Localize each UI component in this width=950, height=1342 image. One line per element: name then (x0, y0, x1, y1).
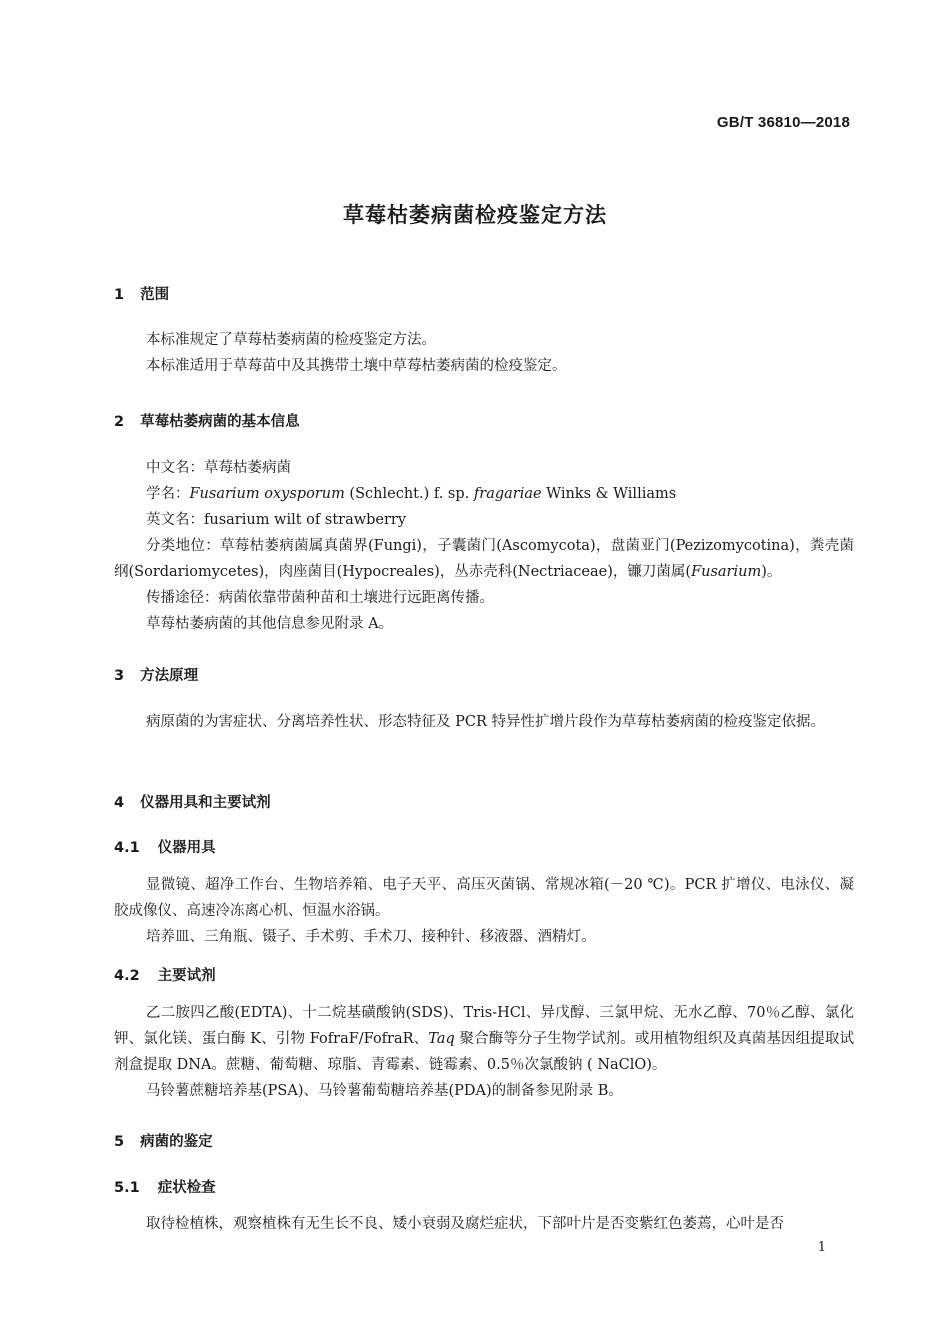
section-title: 范围 (140, 287, 170, 303)
document-title: 草莓枯萎病菌检疫鉴定方法 (343, 203, 607, 227)
section-number: 5.1 (114, 1180, 140, 1196)
section-4-2-heading (114, 964, 216, 985)
section-number: 5 (114, 1134, 125, 1150)
paragraph: 病原菌的为害症状、分离培养性状、形态特征及 PCR 特异性扩增片段作为草莓枯萎病菌的检疫鉴定依据。 (146, 714, 825, 730)
section-title: 主要试剂 (157, 968, 216, 984)
section-5-1-heading (114, 1176, 216, 1197)
genus-name: Fusarium (691, 564, 762, 580)
section-title: 草莓枯萎病菌的基本信息 (140, 414, 300, 430)
section-title: 仪器用具和主要试剂 (140, 795, 271, 811)
transmission-line: 传播途径：病菌依靠带菌种苗和土壤进行远距离传播。 (146, 590, 494, 606)
forma-specialis: fragariae (473, 486, 542, 502)
paragraph: 马铃薯蔗糖培养基(PSA)、马铃薯葡萄糖培养基(PDA)的制备参见附录 B。 (146, 1083, 623, 1099)
section-number: 3 (114, 668, 125, 684)
section-number: 4.2 (114, 968, 140, 984)
section-4-1-heading (114, 836, 216, 857)
section-number: 4.1 (114, 840, 140, 856)
section-title: 病菌的鉴定 (140, 1134, 213, 1150)
page-number: 1 (817, 1240, 826, 1255)
paragraph: 本标准适用于草莓苗中及其携带土壤中草莓枯萎病菌的检疫鉴定。 (146, 358, 567, 374)
section-4-heading (114, 791, 271, 812)
section-number: 2 (114, 414, 125, 430)
chinese-name-line: 中文名：草莓枯萎病菌 (146, 460, 291, 476)
section-3-heading (114, 664, 198, 685)
paragraph: 草莓枯萎病菌的其他信息参见附录 A。 (146, 616, 394, 632)
standard-number: GB/T 36810—2018 (716, 114, 850, 131)
taq-italic: Taq (428, 1031, 455, 1047)
english-name-line: 英文名：fusarium wilt of strawberry (146, 512, 407, 528)
paragraph: 显微镜、超净工作台、生物培养箱、电子天平、高压灭菌锅、常规冰箱(－20 ℃)。PCR 扩增仪、电泳仪、凝胶成像仪、高速冷冻离心机、恒温水浴锅。 (114, 877, 854, 919)
section-1-heading (114, 283, 169, 304)
reagents-paragraph: 乙二胺四乙酸(EDTA)、十二烷基磺酸钠(SDS)、Tris-HCl、异戊醇、三氯甲烷、无水乙醇、70％乙醇、氯化钾、氯化镁、蛋白酶 K、引物 FofraF/FofraR、Taq 聚合酶等分子生物学试剂。或用植物组织及真菌基因组提取试剂盒提取 DNA。蔗糖、葡萄糖、琼脂、青霉素、链霉素、0.5％次氯酸钠 ( NaClO)。 (114, 1005, 855, 1073)
taxonomy-paragraph: 分类地位：草莓枯萎病菌属真菌界(Fungi)，子囊菌门(Ascomycota)，盘菌亚门(Pezizomycotina)，粪壳菌纲(Sordariomycetes)，肉座菌目(Hypocreales)，丛赤壳科(Nectriaceae)，镰刀菌属(Fusarium)。 (114, 538, 854, 580)
section-title: 方法原理 (140, 668, 199, 684)
section-5-heading (114, 1130, 213, 1151)
paragraph: 培养皿、三角瓶、镊子、手术剪、手术刀、接种针、移液器、酒精灯。 (146, 929, 596, 945)
section-title: 仪器用具 (157, 840, 216, 856)
paragraph: 取待检植株，观察植株有无生长不良、矮小衰弱及腐烂症状，下部叶片是否变紫红色萎蔫，心叶是否 (146, 1216, 784, 1232)
scientific-name-line: 学名：Fusarium oxysporum (Schlecht.) f. sp. fragariae Winks & Williams (146, 486, 677, 502)
section-number: 1 (114, 287, 125, 303)
section-2-heading (114, 410, 300, 431)
paragraph: 本标准规定了草莓枯萎病菌的检疫鉴定方法。 (146, 332, 436, 348)
section-number: 4 (114, 795, 125, 811)
species-name: Fusarium oxysporum (189, 486, 345, 502)
section-title: 症状检查 (157, 1180, 216, 1196)
